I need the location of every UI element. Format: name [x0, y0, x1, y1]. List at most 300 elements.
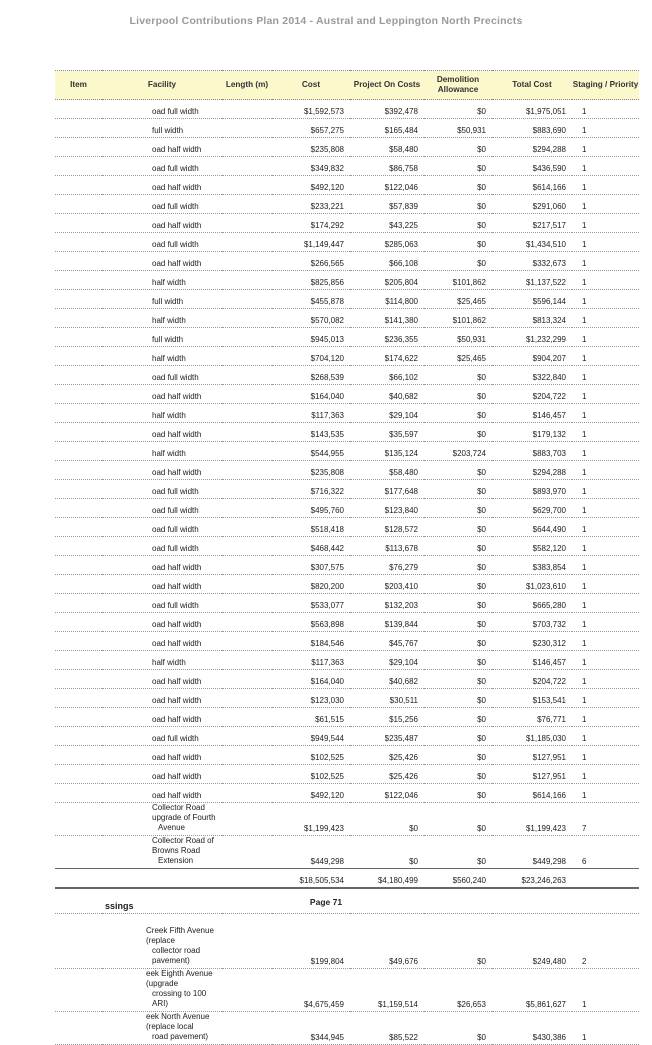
length-cell	[222, 366, 272, 385]
staging-cell: 1	[572, 689, 639, 708]
table-row	[55, 499, 639, 518]
total-cost-cell: $1,199,423	[492, 803, 572, 836]
project-on-costs-cell: $4,180,499	[350, 869, 424, 889]
demolition-cell: $0	[424, 518, 492, 537]
item-cell	[55, 176, 102, 195]
table-row	[55, 366, 639, 385]
demolition-cell: $25,465	[424, 290, 492, 309]
item-cell	[55, 708, 102, 727]
spacer-row	[55, 914, 639, 927]
table-row	[55, 138, 639, 157]
demolition-cell: $0	[424, 746, 492, 765]
cost-cell: $820,200	[272, 575, 350, 594]
facility-cell: full width	[102, 119, 222, 138]
staging-cell: 1	[572, 613, 639, 632]
cost-cell: $199,804	[272, 926, 350, 969]
total-cost-cell: $23,246,263	[492, 869, 572, 889]
project-on-costs-cell: $25,426	[350, 746, 424, 765]
length-cell	[222, 328, 272, 347]
facility-cell: oad half width	[102, 632, 222, 651]
project-on-costs-cell: $43,225	[350, 214, 424, 233]
staging-cell: 1	[572, 556, 639, 575]
total-row	[55, 869, 639, 889]
staging-cell: 1	[572, 575, 639, 594]
facility-line-2: collector road pavement)	[152, 946, 201, 965]
cost-cell: $117,363	[272, 404, 350, 423]
item-cell	[55, 138, 102, 157]
cost-cell: $492,120	[272, 176, 350, 195]
table-row	[55, 309, 639, 328]
cost-cell: $468,442	[272, 537, 350, 556]
staging-cell: 1	[572, 480, 639, 499]
cost-cell: $184,546	[272, 632, 350, 651]
item-cell	[55, 366, 102, 385]
facility-cell: oad half width	[102, 746, 222, 765]
total-cost-cell: $1,185,030	[492, 727, 572, 746]
project-on-costs-cell: $205,804	[350, 271, 424, 290]
table-row	[55, 385, 639, 404]
table-row	[55, 632, 639, 651]
cost-cell: $495,760	[272, 499, 350, 518]
demolition-cell: $0	[424, 138, 492, 157]
total-cost-cell: $294,288	[492, 138, 572, 157]
total-cost-cell: $249,480	[492, 926, 572, 969]
table-row	[55, 651, 639, 670]
facility-cell: half width	[102, 309, 222, 328]
length-cell	[222, 784, 272, 803]
length-cell	[222, 651, 272, 670]
length-cell	[222, 423, 272, 442]
item-cell	[55, 632, 102, 651]
demolition-cell: $0	[424, 727, 492, 746]
staging-cell: 1	[572, 423, 639, 442]
facility-cell	[102, 969, 222, 1012]
staging-cell: 1	[572, 290, 639, 309]
length-cell	[222, 556, 272, 575]
item-cell	[55, 670, 102, 689]
table-row	[55, 119, 639, 138]
cost-cell: $117,363	[272, 651, 350, 670]
length-cell	[222, 290, 272, 309]
cost-cell: $349,832	[272, 157, 350, 176]
staging-cell: 1	[572, 670, 639, 689]
project-on-costs-cell: $135,124	[350, 442, 424, 461]
item-cell	[55, 214, 102, 233]
col-header-project-on-costs: Project On Costs	[350, 71, 424, 100]
demolition-cell: $0	[424, 461, 492, 480]
table-row	[55, 926, 639, 969]
staging-cell: 1	[572, 157, 639, 176]
project-on-costs-cell: $40,682	[350, 670, 424, 689]
length-cell	[222, 385, 272, 404]
table-header-row	[55, 71, 639, 100]
page-header: Liverpool Contributions Plan 2014 - Austral and Leppington North Precincts	[129, 15, 523, 27]
demolition-cell: $0	[424, 708, 492, 727]
staging-cell: 1	[572, 765, 639, 784]
demolition-cell: $50,931	[424, 328, 492, 347]
facility-cell: oad half width	[102, 423, 222, 442]
table-row	[55, 157, 639, 176]
project-on-costs-cell: $114,800	[350, 290, 424, 309]
total-cost-cell: $1,434,510	[492, 233, 572, 252]
length-cell	[222, 670, 272, 689]
length-cell	[222, 195, 272, 214]
length-cell	[222, 575, 272, 594]
facility-cell: oad full width	[102, 727, 222, 746]
cost-cell: $544,955	[272, 442, 350, 461]
item-cell	[55, 119, 102, 138]
facility-cell: half width	[102, 271, 222, 290]
facility-cell: oad full width	[102, 499, 222, 518]
col-header-length: Length (m)	[222, 71, 272, 100]
table-row	[55, 271, 639, 290]
table-row	[55, 442, 639, 461]
staging-cell: 1	[572, 404, 639, 423]
total-cost-cell: $629,700	[492, 499, 572, 518]
demolition-cell: $0	[424, 784, 492, 803]
cost-cell: $344,945	[272, 1012, 350, 1045]
staging-cell: 1	[572, 366, 639, 385]
cost-cell: $825,856	[272, 271, 350, 290]
project-on-costs-cell: $58,480	[350, 138, 424, 157]
staging-cell: 1	[572, 100, 639, 119]
cost-cell: $102,525	[272, 746, 350, 765]
staging-cell: 1	[572, 461, 639, 480]
cost-cell: $1,149,447	[272, 233, 350, 252]
staging-cell: 1	[572, 746, 639, 765]
length-cell	[222, 347, 272, 366]
length-cell	[222, 594, 272, 613]
item-cell	[55, 328, 102, 347]
table-row	[55, 518, 639, 537]
project-on-costs-cell: $236,355	[350, 328, 424, 347]
table-row	[55, 100, 639, 119]
staging-cell: 2	[572, 926, 639, 969]
length-cell	[222, 803, 272, 836]
demolition-cell: $0	[424, 575, 492, 594]
length-cell	[222, 100, 272, 119]
staging-cell: 1	[572, 195, 639, 214]
cost-cell: $102,525	[272, 765, 350, 784]
facility-cell: oad half width	[102, 176, 222, 195]
item-cell	[55, 926, 102, 969]
length-cell	[222, 119, 272, 138]
demolition-cell: $0	[424, 926, 492, 969]
demolition-cell: $0	[424, 1012, 492, 1045]
cost-cell: $716,322	[272, 480, 350, 499]
demolition-cell: $26,653	[424, 969, 492, 1012]
project-on-costs-cell: $35,597	[350, 423, 424, 442]
demolition-cell: $101,862	[424, 271, 492, 290]
total-cost-cell: $582,120	[492, 537, 572, 556]
total-cost-cell: $665,280	[492, 594, 572, 613]
project-on-costs-cell: $0	[350, 803, 424, 836]
total-cost-cell: $1,137,522	[492, 271, 572, 290]
facility-cell: oad half width	[102, 385, 222, 404]
total-cost-cell: $893,970	[492, 480, 572, 499]
item-cell	[55, 252, 102, 271]
demolition-cell: $0	[424, 765, 492, 784]
staging-cell: 1	[572, 347, 639, 366]
project-on-costs-cell: $76,279	[350, 556, 424, 575]
facility-line-2: crossing to 100 ARI)	[152, 989, 207, 1008]
demolition-cell: $0	[424, 651, 492, 670]
total-cost-cell: $294,288	[492, 461, 572, 480]
total-cost-cell: $449,298	[492, 836, 572, 869]
staging-cell: 1	[572, 309, 639, 328]
project-on-costs-cell: $66,102	[350, 366, 424, 385]
cost-cell: $1,592,573	[272, 100, 350, 119]
cost-cell: $233,221	[272, 195, 350, 214]
cost-cell: $945,013	[272, 328, 350, 347]
project-on-costs-cell: $122,046	[350, 176, 424, 195]
facility-cell: oad half width	[102, 708, 222, 727]
item-cell	[55, 556, 102, 575]
item-cell	[55, 404, 102, 423]
demolition-cell: $0	[424, 556, 492, 575]
project-on-costs-cell: $141,380	[350, 309, 424, 328]
cost-cell: $949,544	[272, 727, 350, 746]
cost-cell: $455,878	[272, 290, 350, 309]
facility-cell: oad half width	[102, 252, 222, 271]
item-cell	[55, 803, 102, 836]
project-on-costs-cell: $57,839	[350, 195, 424, 214]
facility-line-1: Collector Road upgrade of Fourth	[152, 803, 216, 822]
item-cell	[55, 290, 102, 309]
staging-cell: 1	[572, 252, 639, 271]
demolition-cell: $0	[424, 537, 492, 556]
length-cell	[222, 309, 272, 328]
demolition-cell: $0	[424, 613, 492, 632]
project-on-costs-cell: $285,063	[350, 233, 424, 252]
item-cell	[55, 271, 102, 290]
cost-cell: $235,808	[272, 461, 350, 480]
length-cell	[222, 252, 272, 271]
length-cell	[222, 632, 272, 651]
length-cell	[222, 461, 272, 480]
staging-cell: 1	[572, 537, 639, 556]
demolition-cell: $0	[424, 233, 492, 252]
total-cost-cell: $614,166	[492, 176, 572, 195]
item-cell	[55, 347, 102, 366]
item-cell	[55, 442, 102, 461]
facility-cell: half width	[102, 651, 222, 670]
facility-cell: oad half width	[102, 575, 222, 594]
staging-cell: 1	[572, 442, 639, 461]
staging-cell	[572, 869, 639, 889]
length-cell	[222, 869, 272, 889]
item-cell	[55, 1012, 102, 1045]
item-cell	[55, 594, 102, 613]
facility-cell: oad half width	[102, 689, 222, 708]
cost-cell: $266,565	[272, 252, 350, 271]
length-cell	[222, 176, 272, 195]
staging-cell: 1	[572, 518, 639, 537]
length-cell	[222, 157, 272, 176]
project-on-costs-cell: $66,108	[350, 252, 424, 271]
table-row	[55, 575, 639, 594]
facility-line-1: Creek Fifth Avenue (replace	[146, 926, 214, 945]
facility-line-1: eek North Avenue (replace local	[146, 1012, 210, 1031]
item-cell	[55, 575, 102, 594]
cost-cell: $235,808	[272, 138, 350, 157]
demolition-cell: $560,240	[424, 869, 492, 889]
total-cost-cell: $179,132	[492, 423, 572, 442]
length-cell	[222, 404, 272, 423]
item-cell	[55, 233, 102, 252]
cost-cell: $563,898	[272, 613, 350, 632]
facility-cell: oad full width	[102, 594, 222, 613]
item-cell	[55, 836, 102, 869]
project-on-costs-cell: $132,203	[350, 594, 424, 613]
total-cost-cell: $230,312	[492, 632, 572, 651]
project-on-costs-cell: $58,480	[350, 461, 424, 480]
facility-cell: oad half width	[102, 461, 222, 480]
staging-cell: 1	[572, 594, 639, 613]
total-cost-cell: $883,703	[492, 442, 572, 461]
total-cost-cell: $644,490	[492, 518, 572, 537]
item-cell	[55, 309, 102, 328]
demolition-cell: $25,465	[424, 347, 492, 366]
table-row	[55, 176, 639, 195]
item-cell	[55, 765, 102, 784]
staging-cell: 1	[572, 385, 639, 404]
demolition-cell: $0	[424, 385, 492, 404]
cost-cell: $449,298	[272, 836, 350, 869]
facility-cell	[102, 803, 222, 836]
project-on-costs-cell: $86,758	[350, 157, 424, 176]
item-cell	[55, 746, 102, 765]
cost-cell: $164,040	[272, 670, 350, 689]
project-on-costs-cell: $128,572	[350, 518, 424, 537]
cost-cell: $657,275	[272, 119, 350, 138]
table-row	[55, 727, 639, 746]
demolition-cell: $0	[424, 157, 492, 176]
project-on-costs-cell: $49,676	[350, 926, 424, 969]
col-header-cost: Cost	[272, 71, 350, 100]
staging-cell: 1	[572, 651, 639, 670]
staging-cell: 1	[572, 1012, 639, 1045]
cost-cell: $61,515	[272, 708, 350, 727]
project-on-costs-cell: $123,840	[350, 499, 424, 518]
item-cell	[55, 689, 102, 708]
project-on-costs-cell: $1,159,514	[350, 969, 424, 1012]
demolition-cell: $203,724	[424, 442, 492, 461]
table-row	[55, 803, 639, 836]
length-cell	[222, 765, 272, 784]
table-row	[55, 613, 639, 632]
total-cost-cell: $904,207	[492, 347, 572, 366]
length-cell	[222, 746, 272, 765]
total-cost-cell: $430,386	[492, 1012, 572, 1045]
length-cell	[222, 708, 272, 727]
staging-cell: 1	[572, 119, 639, 138]
cost-cell: $18,505,534	[272, 869, 350, 889]
table-row	[55, 233, 639, 252]
section-heading: ssings	[55, 888, 639, 914]
facility-cell: half width	[102, 442, 222, 461]
facility-cell: oad full width	[102, 157, 222, 176]
total-cost-cell: $204,722	[492, 385, 572, 404]
table-row	[55, 537, 639, 556]
table-row	[55, 670, 639, 689]
item-cell	[55, 613, 102, 632]
total-cost-cell: $436,590	[492, 157, 572, 176]
total-cost-cell: $596,144	[492, 290, 572, 309]
cost-cell: $492,120	[272, 784, 350, 803]
staging-cell: 1	[572, 233, 639, 252]
length-cell	[222, 214, 272, 233]
facility-cell: oad half width	[102, 556, 222, 575]
total-cost-cell: $813,324	[492, 309, 572, 328]
col-header-staging: Staging / Priority	[572, 71, 639, 100]
demolition-cell: $0	[424, 499, 492, 518]
length-cell	[222, 689, 272, 708]
facility-cell: half width	[102, 404, 222, 423]
facility-cell: oad half width	[102, 613, 222, 632]
total-cost-cell: $1,975,051	[492, 100, 572, 119]
item-cell	[55, 518, 102, 537]
item-cell	[55, 100, 102, 119]
project-on-costs-cell: $30,511	[350, 689, 424, 708]
project-on-costs-cell: $177,648	[350, 480, 424, 499]
col-header-demolition: Demolition Allowance	[424, 71, 492, 100]
length-cell	[222, 233, 272, 252]
length-cell	[222, 480, 272, 499]
facility-cell: oad half width	[102, 765, 222, 784]
staging-cell: 1	[572, 708, 639, 727]
project-on-costs-cell: $165,484	[350, 119, 424, 138]
total-cost-cell: $322,840	[492, 366, 572, 385]
demolition-cell: $0	[424, 423, 492, 442]
total-cost-cell: $5,861,627	[492, 969, 572, 1012]
table-row	[55, 746, 639, 765]
spacer-cell	[55, 914, 639, 927]
length-cell	[222, 499, 272, 518]
project-on-costs-cell: $113,678	[350, 537, 424, 556]
project-on-costs-cell: $235,487	[350, 727, 424, 746]
total-cost-cell: $146,457	[492, 404, 572, 423]
total-cost-cell: $127,951	[492, 765, 572, 784]
col-header-item: Item	[55, 71, 102, 100]
project-on-costs-cell: $25,426	[350, 765, 424, 784]
item-cell	[55, 727, 102, 746]
demolition-cell: $0	[424, 670, 492, 689]
demolition-cell: $0	[424, 366, 492, 385]
item-cell	[55, 537, 102, 556]
project-on-costs-cell: $29,104	[350, 651, 424, 670]
facility-cell	[102, 926, 222, 969]
facility-cell: oad full width	[102, 100, 222, 119]
project-on-costs-cell: $122,046	[350, 784, 424, 803]
table-row	[55, 252, 639, 271]
table-row	[55, 480, 639, 499]
facility-cell: oad full width	[102, 195, 222, 214]
demolition-cell: $0	[424, 689, 492, 708]
demolition-cell: $0	[424, 195, 492, 214]
facility-cell: oad full width	[102, 480, 222, 499]
item-cell	[55, 651, 102, 670]
demolition-cell: $0	[424, 836, 492, 869]
staging-cell: 1	[572, 632, 639, 651]
demolition-cell: $50,931	[424, 119, 492, 138]
staging-cell: 6	[572, 836, 639, 869]
project-on-costs-cell: $174,622	[350, 347, 424, 366]
facility-cell: oad full width	[102, 233, 222, 252]
staging-cell: 1	[572, 138, 639, 157]
table-row	[55, 328, 639, 347]
col-header-total-cost: Total Cost	[492, 71, 572, 100]
